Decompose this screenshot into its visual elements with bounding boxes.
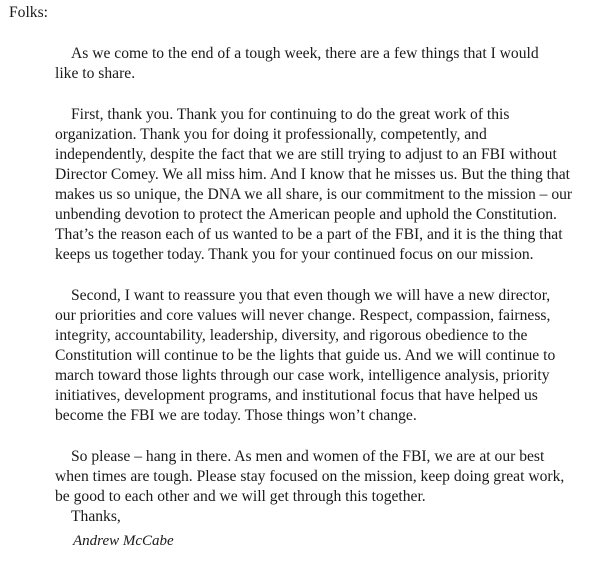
paragraph-3-line-3: integrity, accountability, leadership, diversity, and rigorous obedience to the <box>55 327 528 344</box>
salutation: Folks: <box>9 4 48 21</box>
paragraph-2-line-1: First, thank you. Thank you for continuing to do the great work of this <box>71 106 510 123</box>
paragraph-2-line-2: organization. Thank you for doing it professionally, competently, and <box>55 126 487 143</box>
paragraph-2-line-3: independently, despite the fact that we are still trying to adjust to an FBI without <box>55 146 557 163</box>
paragraph-4-line-1: So please – hang in there. As men and women of the FBI, we are at our best <box>71 448 545 465</box>
paragraph-2-line-6: unbending devotion to protect the American people and uphold the Constitution. <box>55 206 557 223</box>
paragraph-2-line-4: Director Comey. We all miss him. And I know that he misses us. But the thing that <box>55 166 571 183</box>
paragraph-3-line-6: initiatives, development programs, and institutional focus that have helped us <box>55 387 538 404</box>
paragraph-1-line-2: like to share. <box>55 65 136 82</box>
paragraph-3-line-5: march toward those lights through our case work, intelligence analysis, priority <box>55 367 550 384</box>
paragraph-4-line-3: be good to each other and we will get through this together. <box>55 488 426 505</box>
paragraph-2-line-7: That’s the reason each of us wanted to be a part of the FBI, and it is the thing that <box>55 226 563 243</box>
paragraph-4-line-2: when times are tough. Please stay focused on the mission, keep doing great work, <box>55 468 565 485</box>
paragraph-3-line-1: Second, I want to reassure you that even though we will have a new director, <box>71 287 551 304</box>
signature: Andrew McCabe <box>73 533 174 549</box>
closing: Thanks, <box>71 508 121 525</box>
paragraph-3-line-2: our priorities and core values will never change. Respect, compassion, fairness, <box>55 307 551 324</box>
paragraph-1-line-1: As we come to the end of a tough week, there are a few things that I would <box>71 45 539 62</box>
paragraph-2-line-5: makes us so unique, the DNA we all share, is our commitment to the mission – our <box>55 186 573 203</box>
paragraph-2-line-8: keeps us together today. Thank you for your continued focus on our mission. <box>55 246 534 263</box>
paragraph-3-line-4: Constitution will continue to be the lights that guide us. And we will continue to <box>55 347 556 364</box>
paragraph-3-line-7: become the FBI we are today. Those things won’t change. <box>55 407 417 424</box>
